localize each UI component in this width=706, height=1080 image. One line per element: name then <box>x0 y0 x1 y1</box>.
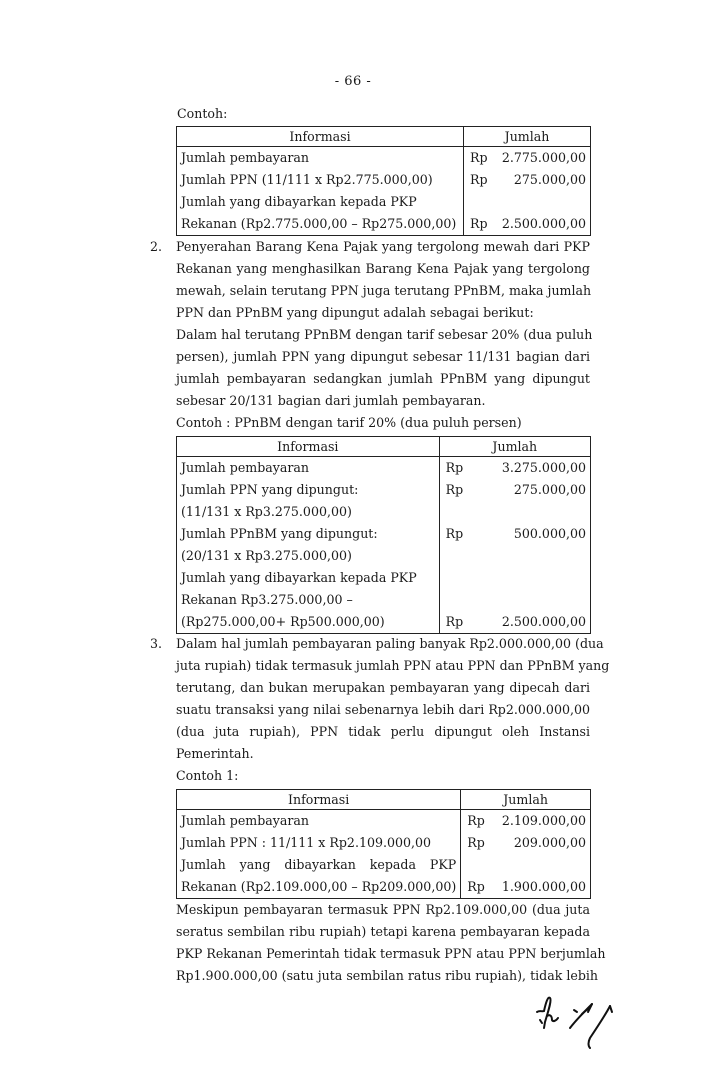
info-cell: Jumlah PPN yang dipungut: <box>181 482 359 497</box>
table-row <box>177 191 591 213</box>
paragraph-line: PPN dan PPnBM yang dipungut adalah sebagai berikut: <box>176 305 534 320</box>
amount-cell: 2.500.000,00 <box>501 614 586 629</box>
table-row <box>177 810 591 833</box>
currency-cell: Rp <box>439 457 468 480</box>
info-cell: Jumlah yang dibayarkan kepada PKP <box>181 570 417 585</box>
table-row <box>177 854 591 876</box>
amount-cell: 275.000,00 <box>513 482 586 497</box>
amount-cell <box>468 567 591 589</box>
example-label-3: Contoh 1: <box>176 768 239 783</box>
currency-cell <box>464 191 493 213</box>
table-row <box>177 169 591 191</box>
paragraph-2 <box>176 236 593 434</box>
amount-cell <box>489 854 590 876</box>
paragraph-line: suatu transaksi yang nilai sebenarnya lebih dari Rp2.000.000,00 <box>176 702 590 717</box>
paragraph-line: juta rupiah) tidak termasuk jumlah PPN atau PPN dan PPnBM yang <box>176 658 610 673</box>
amount-cell <box>468 589 591 611</box>
amount-cell <box>468 501 591 523</box>
currency-cell <box>439 545 468 567</box>
paragraph-3 <box>176 633 610 787</box>
table-row <box>177 523 591 545</box>
info-cell: (20/131 x Rp3.275.000,00) <box>181 548 352 563</box>
currency-cell: Rp <box>464 213 493 236</box>
currency-cell: Rp <box>464 147 493 170</box>
amount-cell: 275.000,00 <box>513 172 586 187</box>
info-cell: (Rp275.000,00+ Rp500.000,00) <box>181 614 385 629</box>
currency-cell: Rp <box>439 523 468 545</box>
table-row <box>177 213 591 236</box>
amount-cell: 209.000,00 <box>513 835 586 850</box>
paragraph-line: persen), jumlah PPN yang dipungut sebesar 11/131 bagian dari <box>176 349 590 364</box>
list-number-2: 2. <box>150 239 163 254</box>
info-cell: Rekanan (Rp2.109.000,00 – Rp209.000,00) <box>181 879 457 894</box>
table-example-2 <box>176 436 591 634</box>
currency-cell: Rp <box>439 611 468 634</box>
info-cell: Rekanan (Rp2.775.000,00 – Rp275.000,00) <box>181 216 457 231</box>
amount-cell: 2.109.000,00 <box>501 813 586 828</box>
paragraph-3-continued <box>176 899 606 987</box>
table-row <box>177 611 591 634</box>
page-number: - 66 - <box>334 74 372 89</box>
amount-cell: 1.900.000,00 <box>501 879 586 894</box>
paragraph-line: Meskipun pembayaran termasuk PPN Rp2.109.000,00 (dua juta <box>176 902 590 917</box>
table-example-3 <box>176 789 591 899</box>
info-cell: Jumlah PPN (11/111 x Rp2.775.000,00) <box>181 172 433 187</box>
paragraph-line: PKP Rekanan Pemerintah tidak termasuk PPN atau PPN berjumlah <box>176 946 606 961</box>
header-informasi: Informasi <box>177 790 461 810</box>
example-label-1: Contoh: <box>177 106 228 121</box>
info-cell: Jumlah PPN : 11/111 x Rp2.109.000,00 <box>181 835 432 850</box>
header-informasi: Informasi <box>177 437 440 457</box>
paragraph-line: seratus sembilan ribu rupiah) tetapi karena pembayaran kepada <box>176 924 590 939</box>
info-cell: Jumlah yang dibayarkan kepada PKP <box>181 194 417 209</box>
info-cell: Jumlah pembayaran <box>181 460 310 475</box>
list-number-3: 3. <box>150 636 163 651</box>
paragraph-line: mewah, selain terutang PPN juga terutang PPnBM, maka jumlah <box>176 283 592 298</box>
paragraph-line: terutang, dan bukan merupakan pembayaran yang dipecah dari <box>176 680 590 695</box>
table-row <box>177 545 591 567</box>
paragraph-line: Rp1.900.000,00 (satu juta sembilan ratus ribu rupiah), tidak lebih <box>176 968 599 983</box>
table-row <box>177 501 591 523</box>
currency-cell <box>461 854 490 876</box>
currency-cell <box>439 567 468 589</box>
header-jumlah: Jumlah <box>461 790 591 810</box>
amount-cell: 3.275.000,00 <box>501 460 586 475</box>
paragraph-line: jumlah pembayaran sedangkan jumlah PPnBM yang dipungut <box>176 371 590 386</box>
table-row <box>177 479 591 501</box>
currency-cell <box>439 589 468 611</box>
header-informasi: Informasi <box>177 127 464 147</box>
amount-cell <box>492 191 590 213</box>
signature-initials-icon <box>530 990 640 1050</box>
amount-cell: 2.775.000,00 <box>501 150 586 165</box>
currency-cell <box>439 501 468 523</box>
table-row <box>177 567 591 589</box>
table-row <box>177 147 591 170</box>
amount-cell: 2.500.000,00 <box>501 216 586 231</box>
paragraph-line: Pemerintah. <box>176 746 254 761</box>
currency-cell: Rp <box>464 169 493 191</box>
table-row <box>177 589 591 611</box>
info-cell: Jumlah PPnBM yang dipungut: <box>181 526 378 541</box>
currency-cell: Rp <box>439 479 468 501</box>
paragraph-line: Rekanan yang menghasilkan Barang Kena Pajak yang tergolong <box>176 261 590 276</box>
currency-cell: Rp <box>461 876 490 899</box>
amount-cell <box>468 545 591 567</box>
table-row <box>177 457 591 480</box>
example-label-2: Contoh : PPnBM dengan tarif 20% (dua puluh persen) <box>176 415 522 430</box>
paragraph-line: (dua juta rupiah), PPN tidak perlu dipungut oleh Instansi <box>176 724 590 739</box>
info-cell: Rekanan Rp3.275.000,00 – <box>181 592 353 607</box>
header-jumlah: Jumlah <box>464 127 591 147</box>
table-row <box>177 832 591 854</box>
header-jumlah: Jumlah <box>439 437 590 457</box>
table-row <box>177 876 591 899</box>
info-cell: Jumlah pembayaran <box>181 813 310 828</box>
table-example-1 <box>176 126 591 236</box>
currency-cell: Rp <box>461 832 490 854</box>
info-cell: Jumlah pembayaran <box>181 150 310 165</box>
amount-cell: 500.000,00 <box>513 526 586 541</box>
currency-cell: Rp <box>461 810 490 833</box>
paragraph-line: Dalam hal terutang PPnBM dengan tarif sebesar 20% (dua puluh <box>176 327 593 342</box>
info-cell: (11/131 x Rp3.275.000,00) <box>181 504 352 519</box>
info-cell: Jumlah yang dibayarkan kepada PKP <box>181 857 457 872</box>
paragraph-line: Dalam hal jumlah pembayaran paling banyak Rp2.000.000,00 (dua <box>176 636 604 651</box>
paragraph-line: sebesar 20/131 bagian dari jumlah pembayaran. <box>176 393 486 408</box>
paragraph-line: Penyerahan Barang Kena Pajak yang tergolong mewah dari PKP <box>176 239 590 254</box>
